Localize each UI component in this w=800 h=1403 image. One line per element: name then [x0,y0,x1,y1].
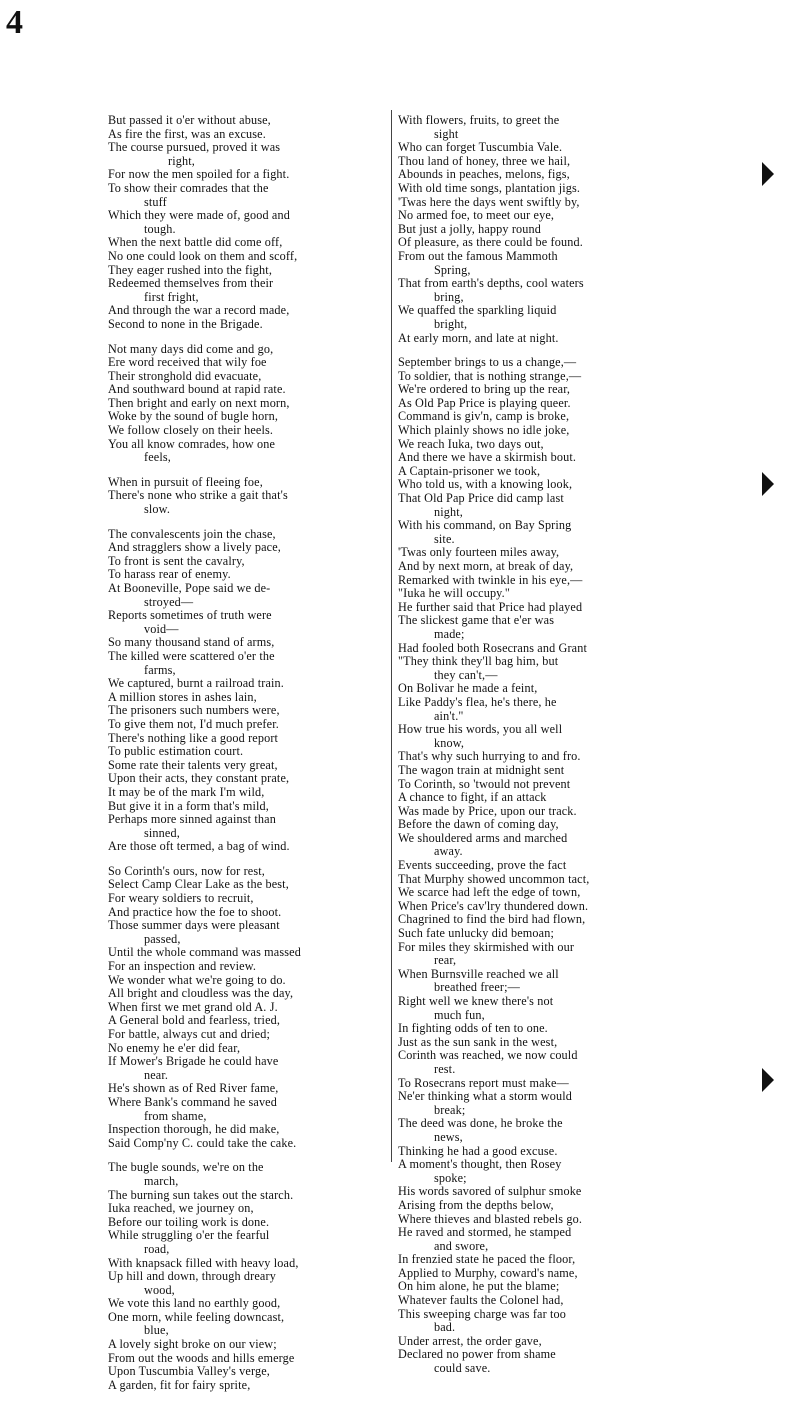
poem-line: To soldier, that is nothing strange,— [398,368,582,383]
poem-line: road, [144,1241,170,1256]
poem-line: With knapsack filled with heavy load, [108,1255,299,1270]
poem-line: Ere word received that wily foe [108,355,267,370]
poem-line: Some rate their talents very great, [108,757,278,772]
poem-line: Said Comp'ny C. could take the cake. [108,1135,297,1150]
poem-line: Not many days did come and go, [108,341,274,356]
poem-line: Upon Tuscumbia Valley's verge, [108,1364,270,1379]
poem-line: The killed were scattered o'er the [108,648,275,663]
binding-hole-mark [762,162,774,186]
poem-line: We quaffed the sparkling liquid [398,303,557,318]
poem-line: And through the war a record made, [108,303,290,318]
poem-line: Under arrest, the order gave, [398,1333,542,1348]
poem-line: Their stronghold did evacuate, [108,368,262,383]
poem-line: He's shown as of Red River fame, [108,1081,279,1096]
poem-line: march, [144,1173,179,1188]
poem-line: sight [434,126,459,141]
poem-line: As fire the first, was an excuse. [108,126,266,141]
poem-line: Those summer days were pleasant [108,918,280,933]
poem-line: We follow closely on their heels. [108,423,274,438]
poem-line: For miles they skirmished with our [398,939,575,954]
poem-line: site. [434,531,455,546]
poem-line: "They think they'll bag him, but [398,654,559,669]
poem-line: ain't." [434,708,464,723]
poem-line: tough. [144,221,176,236]
poem-line: bright, [434,316,468,331]
poem-line: This sweeping charge was far too [398,1306,567,1321]
poem-line: much fun, [434,1007,485,1022]
poem-line: Arising from the depths below, [398,1197,554,1212]
column-divider [391,110,392,1162]
poem-line: Applied to Murphy, coward's name, [398,1265,578,1280]
poem-line: Are those oft termed, a bag of wind. [108,839,290,854]
stanza [108,1161,388,1392]
poem-line: He raved and stormed, he stamped [398,1225,572,1240]
poem-line: How true his words, you all well [398,722,563,737]
poem-line: A million stores in ashes lain, [108,689,257,704]
poem-line: Reports sometimes of truth were [108,608,272,623]
poem-line: On Bolivar he made a feint, [398,681,538,696]
poem-line: Events succeeding, prove the fact [398,858,567,873]
poem-line: A chance to fight, if an attack [398,790,547,805]
poem-line: they can't,— [434,667,498,682]
poem-line: The deed was done, he broke the [398,1116,563,1131]
poem-line: The convalescents join the chase, [108,526,276,541]
poem-line: Declared no power from shame [398,1347,556,1362]
poem-line: No one could look on them and scoff, [108,248,298,263]
stanza [108,476,388,517]
poem-line: Who can forget Tuscumbia Vale. [398,140,563,155]
poem-line: The burning sun takes out the starch. [108,1187,294,1202]
stanza [108,114,388,332]
poem-line: Corinth was reached, we now could [398,1048,578,1063]
poem-line: No armed foe, to meet our eye, [398,208,555,223]
poem-line: A moment's thought, then Rosey [398,1157,562,1172]
poem-line: Thou land of honey, three we hail, [398,153,571,168]
stanza [398,114,690,345]
poem-line: right, [168,153,195,168]
poem-line: Inspection thorough, he did make, [108,1122,280,1137]
poem-line: The bugle sounds, we're on the [108,1160,264,1175]
poem-line: When the next battle did come off, [108,235,283,250]
poem-line: wood, [144,1282,175,1297]
poem-line: Upon their acts, they constant prate, [108,771,290,786]
poem-line: With his command, on Bay Spring [398,518,572,533]
binding-hole-mark [762,1068,774,1092]
poem-line: But give it in a form that's mild, [108,798,269,813]
poem-line: Second to none in the Brigade. [108,316,263,331]
poem-line: rear, [434,953,457,968]
poem-line: Such fate unlucky did bemoan; [398,926,554,941]
poem-line: and swore, [434,1238,489,1253]
poem-line: As Old Pap Price is playing queer. [398,395,571,410]
poem-line: slow. [144,502,171,517]
poem-line: The course pursued, proved it was [108,140,281,155]
poem-line: With flowers, fruits, to greet the [398,113,560,127]
poem-line: For weary soldiers to recruit, [108,891,254,906]
poem-line: And practice how the foe to shoot. [108,904,282,919]
poem-line: It may be of the mark I'm wild, [108,784,265,799]
poem-line: Abounds in peaches, melons, figs, [398,167,570,182]
poem-line: In fighting odds of ten to one. [398,1021,548,1036]
poem-line: With old time songs, plantation jigs. [398,180,581,195]
poem-line: The wagon train at midnight sent [398,762,565,777]
poem-line: night, [434,504,464,519]
poem-line: That Murphy showed uncommon tact, [398,871,590,886]
page-number: 4 [6,4,23,41]
poem-line: Woke by the sound of bugle horn, [108,409,279,424]
poem-line: feels, [144,450,171,465]
poem-line: Right well we knew there's not [398,994,554,1008]
poem-line: His words savored of sulphur smoke [398,1184,582,1199]
poem-line: There's none who strike a gait that's [108,488,288,503]
poem-line: Just as the sun sank in the west, [398,1034,558,1049]
poem-line: breathed freer;— [434,980,520,995]
poem-line: While struggling o'er the fearful [108,1228,270,1243]
poem-line: That Old Pap Price did camp last [398,491,564,506]
poem-line: from shame, [144,1108,207,1123]
poem-line: Before our toiling work is done. [108,1214,270,1229]
poem-line: For now the men spoiled for a fight. [108,167,290,182]
poem-line: To Rosecrans report must make— [398,1075,569,1090]
poem-line: Up hill and down, through dreary [108,1269,276,1284]
poem-line: At Booneville, Pope said we de- [108,581,271,595]
poem-line: To give them not, I'd much prefer. [108,716,279,731]
poem-line: Which plainly shows no idle joke, [398,423,570,438]
poem-column-right [398,114,690,1387]
poem-line: Was made by Price, upon our track. [398,803,577,818]
poem-line: Thinking he had a good excuse. [398,1143,558,1158]
poem-line: You all know comrades, how one [108,436,276,451]
poem-line: But just a jolly, happy round [398,221,542,236]
poem-line: We're ordered to bring up the rear, [398,382,571,397]
poem-line: When first we met grand old A. J. [108,999,278,1014]
poem-line: We wonder what we're going to do. [108,972,286,987]
poem-line: know, [434,735,465,750]
stanza [108,865,388,1150]
poem-line: From out the woods and hills emerge [108,1350,295,1365]
poem-line: And by next morn, at break of day, [398,559,574,573]
poem-line: made; [434,626,465,641]
poem-line: Redeemed themselves from their [108,276,274,291]
poem-line: farms, [144,662,176,677]
poem-line: For battle, always cut and dried; [108,1027,270,1041]
poem-line: We reach Iuka, two days out, [398,436,544,451]
poem-line: stuff [144,194,167,209]
poem-line: first fright, [144,289,199,304]
poem-line: And southward bound at rapid rate. [108,382,286,397]
poem-line: If Mower's Brigade he could have [108,1054,279,1069]
stanza [398,356,690,1376]
poem-column-left [108,114,388,1403]
poem-line: A garden, fit for fairy sprite, [108,1377,251,1392]
poem-line: So many thousand stand of arms, [108,635,275,650]
poem-line: From out the famous Mammoth [398,248,558,263]
poem-line: bad. [434,1320,456,1335]
poem-line: A General bold and fearless, tried, [108,1013,281,1028]
poem-line: When Burnsville reached we all [398,966,559,981]
poem-line: To Corinth, so 'twould not prevent [398,776,571,791]
poem-line: could save. [434,1361,491,1376]
poem-line: bring, [434,289,464,304]
poem-line: So Corinth's ours, now for rest, [108,863,265,878]
poem-line: A lovely sight broke on our view; [108,1337,277,1352]
poem-line: break; [434,1102,466,1117]
poem-line: On him alone, he put the blame; [398,1279,560,1294]
poem-line: No enemy he e'er did fear, [108,1040,241,1055]
poem-line: To harass rear of enemy. [108,567,231,582]
poem-line: Of pleasure, as there could be found. [398,235,583,250]
poem-line: Chagrined to find the bird had flown, [398,912,586,927]
poem-line: Where thieves and blasted rebels go. [398,1211,583,1226]
poem-line: That's why such hurrying to and fro. [398,749,581,764]
poem-line: away. [434,844,463,859]
poem-line: Remarked with twinkle in his eye,— [398,572,583,587]
poem-line: Ne'er thinking what a storm would [398,1089,573,1104]
poem-line: Select Camp Clear Lake as the best, [108,877,289,892]
poem-line: That from earth's depths, cool waters [398,276,584,291]
poem-line: There's nothing like a good report [108,730,279,745]
poem-line: One morn, while feeling downcast, [108,1309,285,1324]
poem-line: 'Twas only fourteen miles away, [398,545,560,560]
poem-line: The prisoners such numbers were, [108,703,280,718]
poem-line: Then bright and early on next morn, [108,395,290,410]
poem-line: We captured, burnt a railroad train. [108,676,284,691]
poem-line: void— [144,621,179,636]
stanza [108,343,388,465]
poem-line: A Captain-prisoner we took, [398,463,541,478]
binding-hole-mark [762,472,774,496]
poem-line: Spring, [434,262,471,277]
poem-line: All bright and cloudless was the day, [108,986,294,1001]
poem-line: Like Paddy's flea, he's there, he [398,694,557,709]
poem-line: He further said that Price had played [398,599,583,614]
poem-line: news, [434,1129,463,1144]
poem-line: "Iuka he will occupy." [398,586,510,601]
poem-line: Whatever faults the Colonel had, [398,1293,564,1308]
poem-line: Which they were made of, good and [108,208,290,223]
poem-line: But passed it o'er without abuse, [108,113,271,127]
poem-line: To front is sent the cavalry, [108,553,245,568]
poem-line: We vote this land no earthly good, [108,1296,281,1311]
poem-line: Iuka reached, we journey on, [108,1201,254,1216]
poem-line: sinned, [144,825,180,840]
poem-line: spoke; [434,1170,467,1185]
poem-line: In frenzied state he paced the floor, [398,1252,576,1267]
poem-line: When Price's cav'lry thundered down. [398,898,589,913]
poem-line: When in pursuit of fleeing foe, [108,474,263,489]
stanza [108,528,388,854]
poem-line: stroyed— [144,594,194,609]
poem-line: Had fooled both Rosecrans and Grant [398,640,588,655]
poem-line: And there we have a skirmish bout. [398,450,577,465]
poem-line: Before the dawn of coming day, [398,817,559,832]
poem-line: We scarce had left the edge of town, [398,885,581,900]
poem-line: September brings to us a change,— [398,355,577,370]
poem-line: For an inspection and review. [108,959,257,974]
poem-line: 'Twas here the days went swiftly by, [398,194,580,209]
poem-line: To public estimation court. [108,744,244,759]
poem-line: They eager rushed into the fight, [108,262,273,277]
poem-line: The slickest game that e'er was [398,613,555,628]
poem-line: To show their comrades that the [108,180,269,195]
poem-line: rest. [434,1061,456,1076]
poem-line: Perhaps more sinned against than [108,812,276,827]
poem-line: We shouldered arms and marched [398,830,568,845]
poem-line: blue, [144,1323,169,1338]
poem-line: And stragglers show a lively pace, [108,540,281,555]
poem-line: passed, [144,931,181,946]
poem-line: Command is giv'n, camp is broke, [398,409,570,424]
poem-line: At early morn, and late at night. [398,330,559,345]
poem-line: Until the whole command was massed [108,945,301,960]
poem-line: Who told us, with a knowing look, [398,477,573,492]
poem-line: near. [144,1067,169,1082]
poem-line: Where Bank's command he saved [108,1094,277,1109]
